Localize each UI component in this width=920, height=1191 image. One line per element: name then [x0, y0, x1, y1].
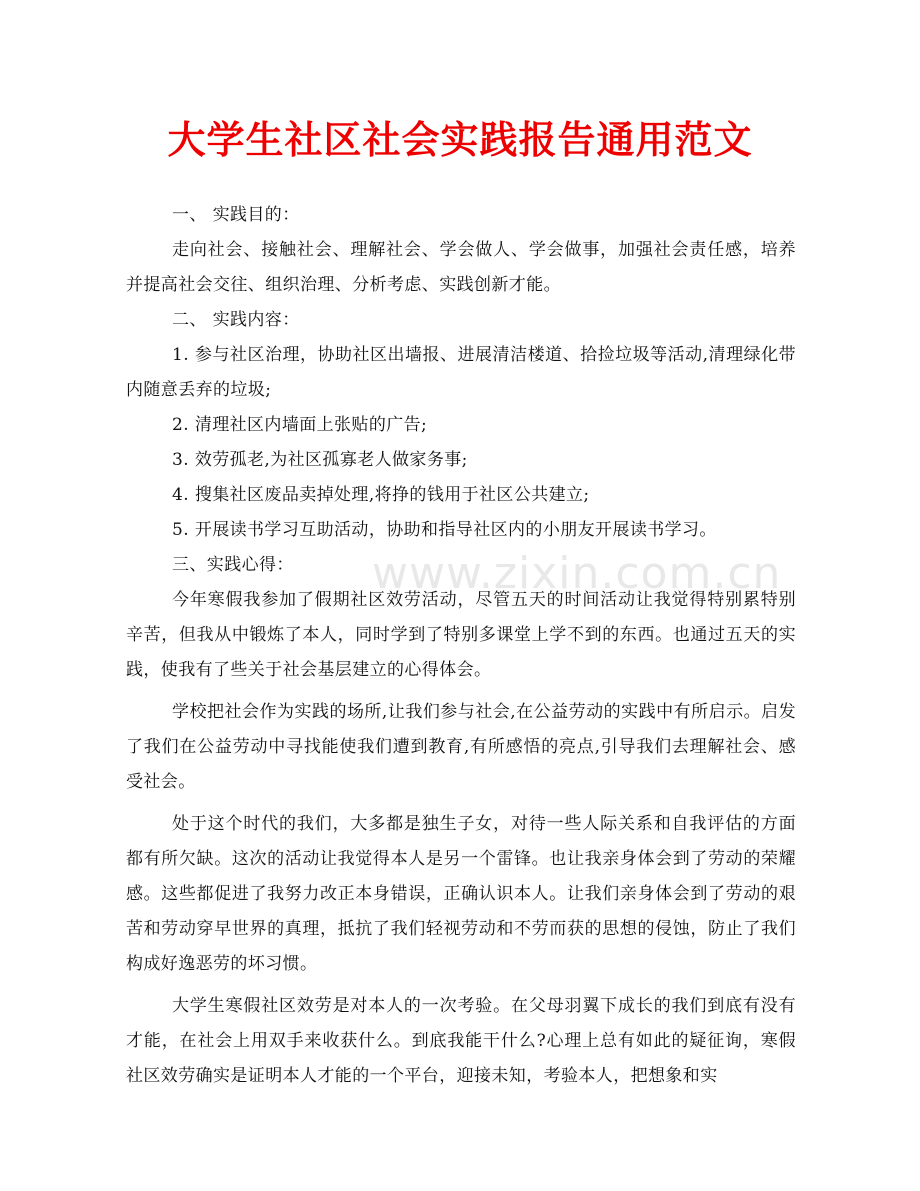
- section-heading: 三、实践心得：: [172, 555, 294, 575]
- section-heading: 二、 实践内容：: [172, 310, 300, 330]
- list-item: 5. 开展读书学习互助活动，协助和指导社区内的小朋友开展读书学习。: [172, 520, 717, 540]
- list-item: 1. 参与社区治理，协助社区出墙报、进展清洁楼道、拾捡垃圾等活动,清理绿化带内随意丢弃的垃圾;: [126, 345, 796, 400]
- document-body: [126, 198, 796, 1094]
- list-item: 4. 搜集社区废品卖掉处理,将挣的钱用于社区公共建立;: [172, 485, 590, 505]
- section-heading: 一、 实践目的：: [172, 205, 300, 225]
- watermark: www.zixin.com.cn: [372, 548, 782, 599]
- document-title: 大学生社区社会实践报告通用范文: [167, 117, 753, 162]
- paragraph: 走向社会、接触社会、理解社会、学会做人、学会做事，加强社会责任感，培养并提高社会交往、组织治理、分析考虑、实践创新才能。: [126, 240, 796, 295]
- paragraph: 学校把社会作为实践的场所,让我们参与社会,在公益劳动的实践中有所启示。启发了我们在公益劳动中寻找能使我们遭到教育,有所感悟的亮点,引导我们去理解社会、感受社会。: [126, 702, 796, 792]
- paragraph: 处于这个时代的我们，大多都是独生子女，对待一些人际关系和自我评估的方面都有所欠缺。这次的活动让我觉得本人是另一个雷锋。也让我亲身体会到了劳动的荣耀感。这些都促进了我努力改正本身错误，正确认识本人。让我们亲身体会到了劳动的艰苦和劳动穿早世界的真理，抵抗了我们轻视劳动和不劳而获的思想的侵蚀，防止了我们构成好逸恶劳的坏习惯。: [126, 814, 796, 974]
- list-item: 3. 效劳孤老,为社区孤寡老人做家务事;: [172, 450, 468, 470]
- list-item: 2. 清理社区内墙面上张贴的广告;: [172, 415, 428, 435]
- paragraph: 今年寒假我参加了假期社区效劳活动，尽管五天的时间活动让我觉得特别累特别辛苦，但我从中锻炼了本人，同时学到了特别多课堂上学不到的东西。也通过五天的实践，使我有了些关于社会基层建立的心得体会。: [126, 590, 796, 680]
- paragraph: 大学生寒假社区效劳是对本人的一次考验。在父母羽翼下成长的我们到底有没有才能，在社会上用双手来收获什么。到底我能干什么?心理上总有如此的疑征询，寒假社区效劳确实是证明本人才能的一个平台，迎接未知，考验本人，把想象和实: [126, 996, 796, 1086]
